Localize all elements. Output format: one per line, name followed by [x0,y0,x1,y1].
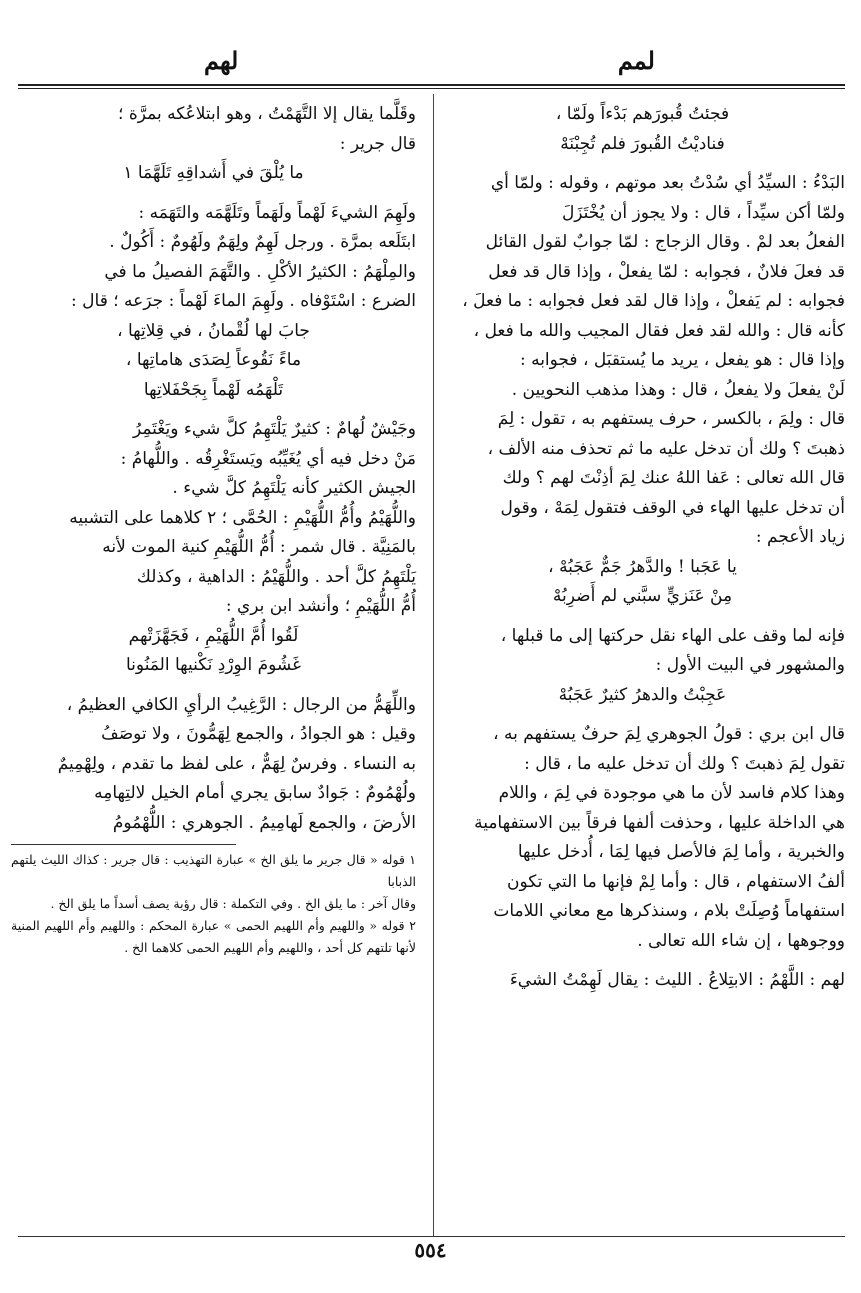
header-rule [18,84,845,86]
footnote: ٢ قوله « واللهيم وأم اللهيم الحمى » عبارة المحكم : واللهيم وأم اللهيم المنية لأنها تلتهم كل أحد ، واللهيم وأم اللهيم الحمى كلاهما الخ . [11,918,416,955]
text-line: بالمَنِيَّة . قال شمر : أُمُّ اللُّهَيْمِ كنية الموت لأنه [102,537,416,557]
text-line: فجوابه : لم يَفعلْ ، وإذا قال لقد فعل فجوابه : ما فعلَ ، [462,291,845,311]
text-line: به النساء . وفرسٌ لِهَمٌّ ، على لفظ ما تقدم ، ولِهْمِيمٌ [57,753,416,774]
text-line: أن تدخل عليها الهاء في الوقف فتقول لِمَهْ ، وقول [500,497,845,518]
verse-line: يا عَجَبا ! والدَّهرُ جَمٌّ عَجَبُهْ ، [548,556,737,577]
text-line: والمشهور في البيت الأول : [655,655,845,675]
column-divider [433,94,434,1236]
verse-line: ما يُلْقَ في أَشداقِهِ تَلَهَّمَا ١ [123,163,304,183]
text-line: ابتَلَعه بمرَّة . ورجل لَهِمٌ ولِهَمٌ ولَهُومٌ : أَكُولٌ . [109,232,416,252]
footer-rule [18,1236,845,1237]
left-column [11,100,416,959]
verse-line: فجئتُ قُبورَهم بَدْءاً ولَمّا ، [555,104,730,124]
text-line: والمِلْهَمُ : الكثيرُ الأكْلِ . والتَّهَمَ الفصيلُ ما في [104,261,416,282]
spacer [440,612,845,622]
text-line: وإذا قال : هو يفعل ، يريد ما يُستقبَل ، فجوابه : [519,350,845,370]
verse-line: مِنْ عَنَزيٍّ سبَّني لم أَضرِبُهْ [552,586,733,606]
spacer [11,405,416,415]
text-line: ألفُ الاستفهام ، قال : وأما لِمْ فإنها ما التي تكون [507,871,845,892]
paragraph [11,415,416,622]
paragraph [11,199,416,317]
paragraph [11,691,416,839]
footnote-rule [11,844,236,845]
text-line: الفعلُ بعد لمْ . وقال الزجاج : لمّا جوابٌ لقول القائل [485,232,845,252]
footnotes [11,849,416,959]
paragraph [11,100,416,159]
text-line: لهم : اللَّهْمُ : الابتِلاعُ . الليث : يقال لَهِمْتُ الشيءَ [509,970,845,990]
verse-line: ماءً نَقُوعاً لِصَدَى هاماتِها ، [125,350,302,370]
verse-line: عَجِبْتُ والدهرُ كثيرٌ عَجَبُهْ [558,684,727,705]
header-left-word: لهم [204,46,239,75]
text-line: مَنْ دخل فيه أي يُغَيِّبُه ويَستَغْرِقُه . واللُّهامُ : [120,448,416,469]
text-line: استفهاماً وُصِلَتْ بلام ، وسنذكرها مع معاني اللامات [493,901,845,921]
footnote: وقال آخر : ما يلق الخ . وفي التكملة : قال رؤبة يصف أسداً ما يلق الخ . [50,896,416,911]
verse-line: تَلْهَمُه لَهْماً بِجَحْفَلاتِها [143,379,284,400]
text-line: أُمُّ اللُّهَيْمِ ؛ وأنشد ابن بري : [225,596,416,616]
verse-line: جابَ لها لُقْمانُ ، في قِلاتِها ، [117,320,310,341]
text-line: وقيل : هو الجوادُ ، والجمع لِهَمُّونَ ، ولا توصَفُ [101,724,416,744]
text-line: قد فعلَ فلانٌ ، فجوابه : لمّا يفعلْ ، وإذا قال قد فعل [488,261,845,282]
text-line: ذهبتَ ؟ ولك أن تدخل عليه ما ثم تحذف منه الألف ، [487,438,845,459]
paragraph [440,720,845,956]
text-line: واللِّهَمُّ من الرجال : الرَّغِيبُ الرأيِ الكافي العظيمُ ، [66,694,416,715]
text-line: ووجوهها ، إن شاء الله تعالى . [637,930,845,951]
paragraph [440,169,845,553]
spacer [11,189,416,199]
text-line: قال ابن بري : قولُ الجوهري لِمَ حرفٌ يستفهم به ، [493,724,845,744]
spacer [440,956,845,966]
text-line: فإنه لما وقف على الهاء نقل حركتها إلى ما قبلها ، [500,625,845,646]
header-rule-thin [18,88,845,89]
right-column [440,100,845,996]
spacer [440,710,845,720]
text-line: يَلْتَهِمُ كلَّ أحد . واللُّهَيْمُ : الداهية ، وكذلك [136,566,416,587]
text-line: لَنْ يفعلَ ولا يفعلُ ، قال : وهذا مذهب النحويين . [511,379,845,400]
text-line: ولَهِمَ الشيءَ لَهْماً ولَهَماً وتَلَهَّمَه والتَهَمَه : [138,202,416,223]
text-line: وقَلَّما يقال إلا التَّهَمْتُ ، وهو ابتلاعُكه بمرَّة ؛ [118,104,416,124]
header-right-word: لمم [617,46,655,75]
text-line: ولُهْمُومٌ : جَوادٌ سابق يجري أمام الخيل لالتِهامِه [94,783,416,803]
paragraph [440,966,845,996]
spacer [440,159,845,169]
text-line: ولمّا أكن سيِّداً ، قال : ولا يجوز أن يُخْتَزَلَ [561,202,845,223]
verse-line: لَقُوا أُمَّ اللُّهَيْمِ ، فَجَهَّزَتْهم [128,625,299,646]
text-line: قال جرير : [339,133,416,154]
text-line: هي الداخلة عليها ، وحذفت ألفها فرقاً بين الاستفهامية [474,812,845,833]
spacer [11,681,416,691]
verse-line: غَشُومَ الوِرْدِ نَكْنيها المَنُونا [126,655,301,675]
page-number: ٥٥٤ [414,1238,447,1262]
text-line: تقول لِمَ ذهبتَ ؟ ولك أن تدخل عليه ما ، قال : [524,753,845,774]
text-line: والخبرية ، وأما لِمَ فالأصل فيها لِمَا ، أُدخل عليها [517,842,845,862]
text-line: وجَيْشٌ لُهامٌ : كثيرٌ يَلْتَهِمُ كلَّ شيء ويَغْتَمِرُ [132,419,416,439]
text-line: الضرع : اسْتَوْفاه . ولَهِمَ الماءَ لَهْماً : جرَعه ؛ قال : [71,291,416,311]
paragraph [440,622,845,681]
verse-line: فناديْتُ القُبورَ فلم تُجِبْنَهْ [560,133,725,154]
text-line: البَدْءُ : السيِّدُ أي سُدْتُ بعد موتهم ، وقوله : ولمّا أي [490,173,845,193]
text-line: زياد الأعجم : [755,527,845,547]
left-column-body [11,100,416,838]
text-line: الجيش الكثير كأنه يَلْتَهِمُ كلَّ شيء . [172,478,416,498]
text-line: قال الله تعالى : عَفا اللهُ عنك لِمَ أذِنْتَ لهم ؟ ولك [502,468,845,488]
footnote: ١ قوله « قال جرير ما يلق الخ » عبارة التهذيب : قال جرير : كذاك الليث يلتهم الذبابا [11,852,416,889]
text-line: وهذا كلام فاسد لأن ما هي موجودة في لِمَ ، واللام [498,783,845,803]
text-line: الأرضَ ، والجمع لَهامِيمُ . الجوهري : اللُّهْمُومُ [112,812,416,833]
text-line: واللُّهَيْمُ وأُمُّ اللُّهَيْمِ : الحُمَّى ؛ ٢ كلاهما على التشبيه [69,507,416,528]
text-line: كأنه قال : والله لقد فعل فقال المجيب والله ما فعل ، [473,320,845,341]
text-line: قال : ولِمَ ، بالكسر ، حرف يستفهم به ، تقول : لِمَ [497,409,845,429]
